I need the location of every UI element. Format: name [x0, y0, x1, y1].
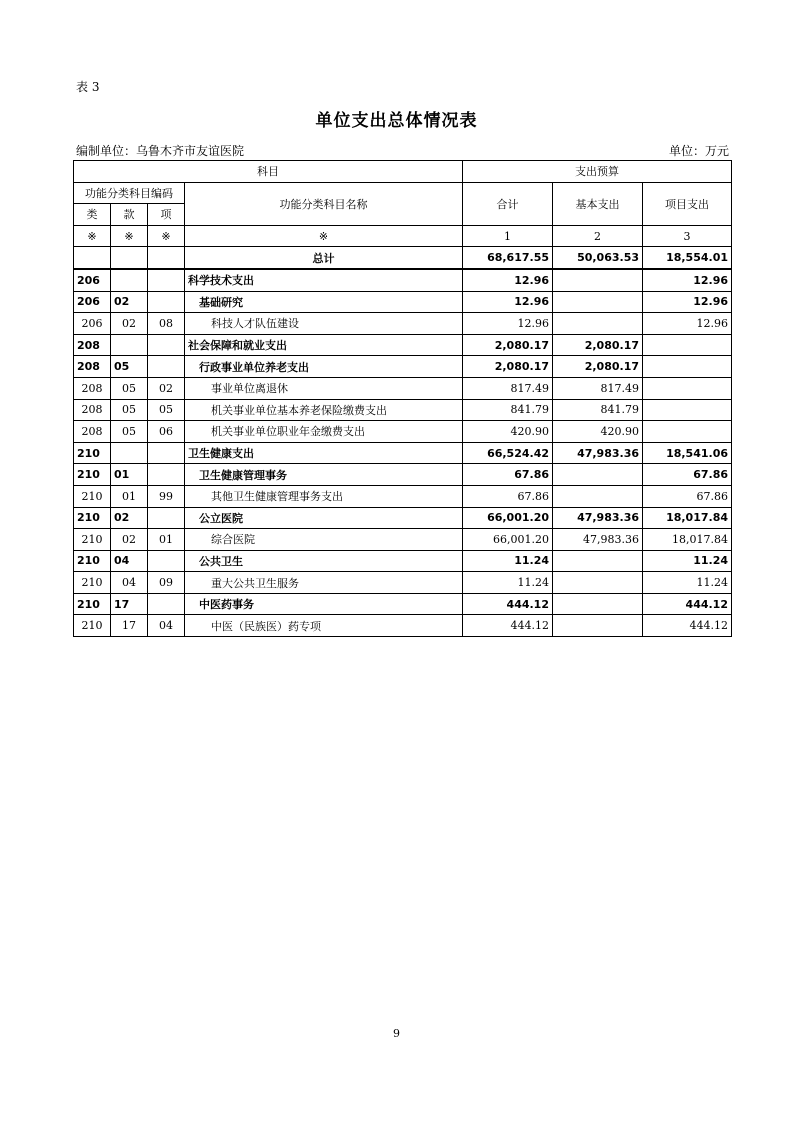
lei-cell: 208	[74, 421, 111, 443]
table-row	[74, 356, 732, 378]
xiang-header: 项	[148, 204, 185, 226]
project-cell	[643, 377, 732, 399]
xiang-cell: 02	[148, 377, 185, 399]
name-cell: 卫生健康支出	[185, 442, 463, 464]
table-row	[74, 529, 732, 551]
total-label: 总计	[185, 247, 463, 269]
expenditure-table	[73, 160, 732, 637]
total-cell: 11.24	[463, 550, 553, 572]
subject-header: 科目	[74, 161, 463, 183]
lei-cell: 210	[74, 615, 111, 637]
total-cell: 444.12	[463, 615, 553, 637]
kuan-header: 款	[111, 204, 148, 226]
total-cell: 817.49	[463, 377, 553, 399]
xiang-cell	[148, 442, 185, 464]
table-row	[74, 421, 732, 443]
basic-cell: 2,080.17	[553, 356, 643, 378]
name-cell: 机关事业单位基本养老保险缴费支出	[185, 399, 463, 421]
name-cell: 综合医院	[185, 529, 463, 551]
kuan-cell: 05	[111, 356, 148, 378]
lei-cell: 208	[74, 399, 111, 421]
total-lei	[74, 247, 111, 269]
lei-cell: 206	[74, 313, 111, 335]
xiang-cell: 99	[148, 485, 185, 507]
table-row	[74, 334, 732, 356]
table-row	[74, 464, 732, 486]
basic-cell: 47,983.36	[553, 442, 643, 464]
xiang-cell	[148, 507, 185, 529]
basic-cell	[553, 269, 643, 291]
basic-cell: 420.90	[553, 421, 643, 443]
project-cell	[643, 399, 732, 421]
table-row	[74, 399, 732, 421]
total-cell: 444.12	[463, 593, 553, 615]
kuan-cell: 02	[111, 291, 148, 313]
table-row	[74, 593, 732, 615]
lei-cell: 210	[74, 442, 111, 464]
kuan-cell: 01	[111, 485, 148, 507]
kuan-cell: 05	[111, 377, 148, 399]
table-row	[74, 442, 732, 464]
total-cell: 67.86	[463, 464, 553, 486]
basic-cell	[553, 464, 643, 486]
kuan-cell: 05	[111, 399, 148, 421]
basic-cell	[553, 593, 643, 615]
basic-cell	[553, 615, 643, 637]
total-cell: 66,524.42	[463, 442, 553, 464]
name-cell: 其他卫生健康管理事务支出	[185, 485, 463, 507]
basic-cell: 47,983.36	[553, 529, 643, 551]
budget-header: 支出预算	[463, 161, 732, 183]
lei-cell: 210	[74, 572, 111, 594]
lei-cell: 208	[74, 334, 111, 356]
total-cell: 66,001.20	[463, 507, 553, 529]
table-row	[74, 377, 732, 399]
lei-cell: 210	[74, 529, 111, 551]
project-cell: 18,541.06	[643, 442, 732, 464]
header-row-1	[74, 161, 732, 183]
basic-cell	[553, 550, 643, 572]
name-cell: 科技人才队伍建设	[185, 313, 463, 335]
basic-cell: 817.49	[553, 377, 643, 399]
total-cell: 66,001.20	[463, 529, 553, 551]
total-cell: 12.96	[463, 269, 553, 291]
index-cell: 2	[553, 225, 643, 247]
kuan-cell	[111, 269, 148, 291]
kuan-cell: 02	[111, 313, 148, 335]
kuan-cell: 05	[111, 421, 148, 443]
project-cell: 67.86	[643, 464, 732, 486]
xiang-cell: 08	[148, 313, 185, 335]
name-cell: 科学技术支出	[185, 269, 463, 291]
lei-cell: 210	[74, 550, 111, 572]
header-row-2	[74, 182, 732, 204]
basic-header: 基本支出	[553, 182, 643, 225]
lei-cell: 210	[74, 485, 111, 507]
project-cell: 11.24	[643, 572, 732, 594]
lei-header: 类	[74, 204, 111, 226]
name-cell: 机关事业单位职业年金缴费支出	[185, 421, 463, 443]
basic-cell: 2,080.17	[553, 334, 643, 356]
xiang-cell	[148, 269, 185, 291]
organization-label: 编制单位：乌鲁木齐市友谊医院	[76, 144, 245, 158]
project-cell	[643, 421, 732, 443]
table-row	[74, 291, 732, 313]
lei-cell: 208	[74, 377, 111, 399]
total-sum: 68,617.55	[463, 247, 553, 269]
basic-cell: 841.79	[553, 399, 643, 421]
project-cell: 11.24	[643, 550, 732, 572]
table-label: 表 3	[76, 80, 100, 94]
table-row	[74, 550, 732, 572]
unit-label: 单位：万元	[668, 144, 729, 158]
kuan-cell	[111, 334, 148, 356]
page-number: 9	[393, 1027, 400, 1040]
project-cell: 444.12	[643, 615, 732, 637]
kuan-cell: 17	[111, 615, 148, 637]
total-kuan	[111, 247, 148, 269]
lei-cell: 206	[74, 269, 111, 291]
name-cell: 基础研究	[185, 291, 463, 313]
xiang-cell	[148, 334, 185, 356]
lei-cell: 206	[74, 291, 111, 313]
index-cell: 3	[643, 225, 732, 247]
project-cell: 18,017.84	[643, 507, 732, 529]
project-header: 项目支出	[643, 182, 732, 225]
xiang-cell: 01	[148, 529, 185, 551]
total-cell: 2,080.17	[463, 356, 553, 378]
project-cell: 18,017.84	[643, 529, 732, 551]
total-cell: 2,080.17	[463, 334, 553, 356]
kuan-cell	[111, 442, 148, 464]
total-cell: 12.96	[463, 291, 553, 313]
kuan-cell: 01	[111, 464, 148, 486]
xiang-cell: 06	[148, 421, 185, 443]
mark-cell: ※	[74, 225, 111, 247]
xiang-cell	[148, 550, 185, 572]
project-cell: 444.12	[643, 593, 732, 615]
total-cell: 420.90	[463, 421, 553, 443]
name-cell: 事业单位离退休	[185, 377, 463, 399]
table-row	[74, 507, 732, 529]
basic-cell: 47,983.36	[553, 507, 643, 529]
index-row	[74, 225, 732, 247]
table-row	[74, 313, 732, 335]
xiang-cell	[148, 464, 185, 486]
project-cell: 12.96	[643, 291, 732, 313]
total-basic: 50,063.53	[553, 247, 643, 269]
mark-cell: ※	[148, 225, 185, 247]
xiang-cell: 04	[148, 615, 185, 637]
lei-cell: 210	[74, 507, 111, 529]
index-cell: 1	[463, 225, 553, 247]
basic-cell	[553, 313, 643, 335]
name-cell: 中医药事务	[185, 593, 463, 615]
total-header: 合计	[463, 182, 553, 225]
project-cell	[643, 356, 732, 378]
kuan-cell: 02	[111, 529, 148, 551]
total-cell: 67.86	[463, 485, 553, 507]
table-row	[74, 485, 732, 507]
total-xiang	[148, 247, 185, 269]
mark-cell: ※	[111, 225, 148, 247]
xiang-cell	[148, 593, 185, 615]
lei-cell: 210	[74, 593, 111, 615]
total-cell: 11.24	[463, 572, 553, 594]
xiang-cell: 05	[148, 399, 185, 421]
kuan-cell: 04	[111, 572, 148, 594]
xiang-cell	[148, 291, 185, 313]
basic-cell	[553, 291, 643, 313]
kuan-cell: 04	[111, 550, 148, 572]
project-cell	[643, 334, 732, 356]
basic-cell	[553, 485, 643, 507]
basic-cell	[553, 572, 643, 594]
project-cell: 12.96	[643, 313, 732, 335]
total-cell: 12.96	[463, 313, 553, 335]
total-row	[74, 247, 732, 269]
name-header: 功能分类科目名称	[185, 182, 463, 225]
xiang-cell	[148, 356, 185, 378]
total-project: 18,554.01	[643, 247, 732, 269]
kuan-cell: 02	[111, 507, 148, 529]
table-row	[74, 269, 732, 291]
name-cell: 公立医院	[185, 507, 463, 529]
kuan-cell: 17	[111, 593, 148, 615]
lei-cell: 208	[74, 356, 111, 378]
name-cell: 重大公共卫生服务	[185, 572, 463, 594]
total-cell: 841.79	[463, 399, 553, 421]
name-cell: 公共卫生	[185, 550, 463, 572]
project-cell: 67.86	[643, 485, 732, 507]
name-cell: 中医（民族医）药专项	[185, 615, 463, 637]
table-row	[74, 572, 732, 594]
mark-cell: ※	[185, 225, 463, 247]
name-cell: 卫生健康管理事务	[185, 464, 463, 486]
project-cell: 12.96	[643, 269, 732, 291]
page-title: 单位支出总体情况表	[315, 111, 478, 131]
xiang-cell: 09	[148, 572, 185, 594]
table-row	[74, 615, 732, 637]
name-cell: 行政事业单位养老支出	[185, 356, 463, 378]
lei-cell: 210	[74, 464, 111, 486]
code-group-header: 功能分类科目编码	[74, 182, 185, 204]
name-cell: 社会保障和就业支出	[185, 334, 463, 356]
